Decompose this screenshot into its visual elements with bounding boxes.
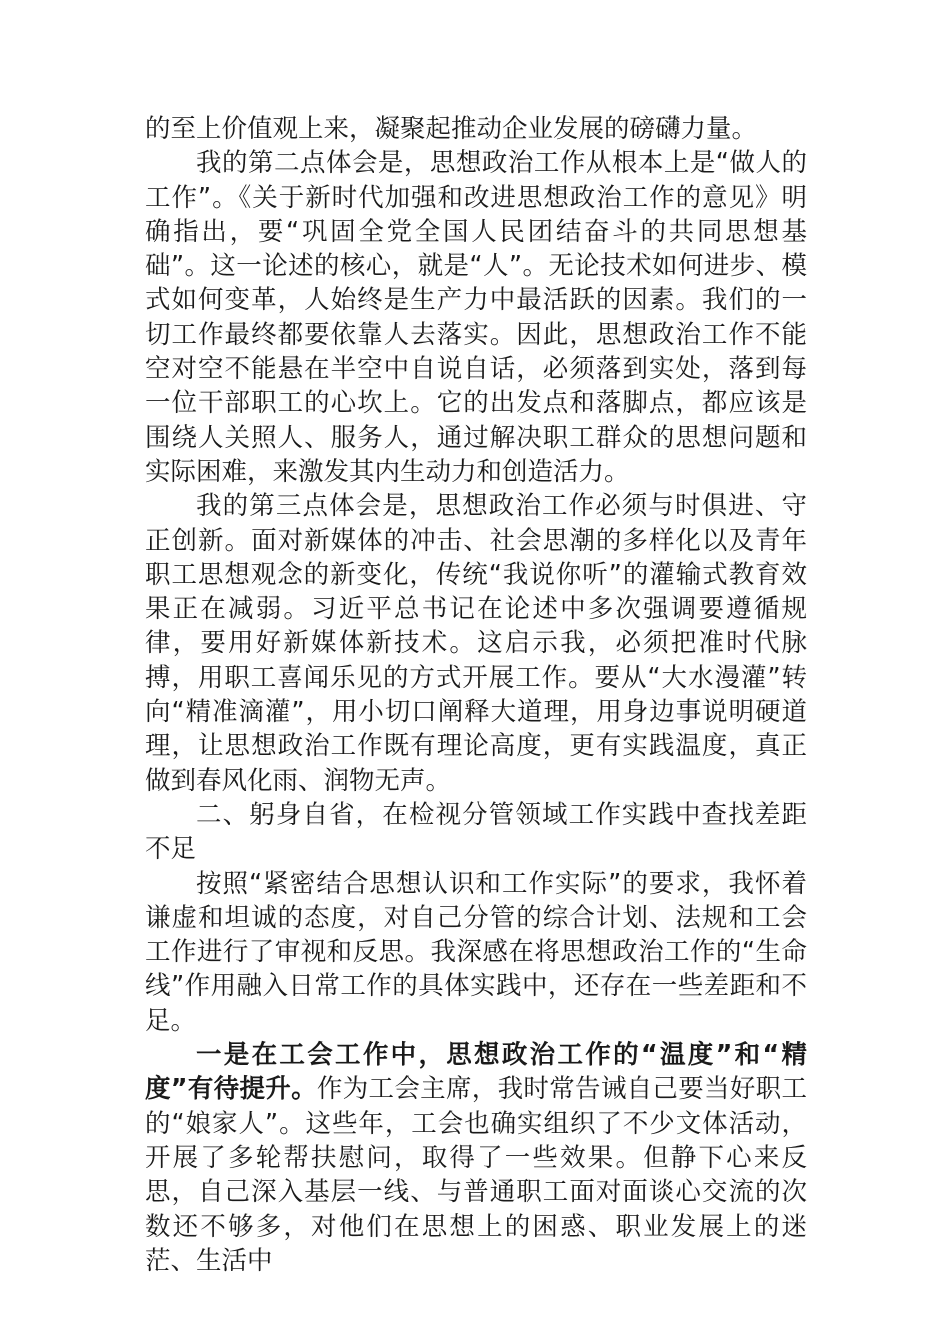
- section-heading: 二、躬身自省，在检视分管领域工作实践中查找差距不足: [145, 799, 807, 865]
- paragraph-union-work: [145, 1038, 807, 1278]
- paragraph-union-text: 作为工会主席，我时常告诫自己要当好职工的“娘家人”。这些年，工会也确实组织了不少文体活动，开展了多轮帮扶慰问，取得了一些效果。但静下心来反思，自己深入基层一线、与普通职工面对面谈心交流的次数还不够多，对他们在思想上的困惑、职业发展上的迷茫、生活中: [145, 1074, 807, 1276]
- paragraph-second-insight: 我的第二点体会是，思想政治工作从根本上是“做人的工作”。《关于新时代加强和改进思想政治工作的意见》明确指出，要“巩固全党全国人民团结奋斗的共同思想基础”。这一论述的核心，就是“人”。无论技术如何进步、模式如何变革，人始终是生产力中最活跃的因素。我们的一切工作最终都要依靠人去落实。因此，思想政治工作不能空对空不能悬在半空中自说自话，必须落到实处，落到每一位干部职工的心坎上。它的出发点和落脚点，都应该是围绕人关照人、服务人，通过解决职工群众的思想问题和实际困难，来激发其内生动力和创造活力。: [145, 148, 807, 487]
- paragraph-continuation: 的至上价值观上来，凝聚起推动企业发展的磅礴力量。: [145, 114, 758, 144]
- paragraph-self-review: 按照“紧密结合思想认识和工作实际”的要求，我怀着谦虚和坦诚的态度，对自己分管的综合计划、法规和工会工作进行了审视和反思。我深感在将思想政治工作的“生命线”作用融入日常工作的具体实践中，还存在一些差距和不足。: [145, 868, 807, 1036]
- document-page: [145, 112, 807, 1278]
- paragraph-lead-bold: 一是在工会工作中，思想政治工作的“温度”和“精度”有待提升。: [145, 1040, 807, 1105]
- paragraph-third-insight: 我的第三点体会是，思想政治工作必须与时俱进、守正创新。面对新媒体的冲击、社会思潮的多样化以及青年职工思想观念的新变化，传统“我说你听”的灌输式教育效果正在减弱。习近平总书记在论述中多次强调要遵循规律，要用好新媒体新技术。这启示我，必须把准时代脉搏，用职工喜闻乐见的方式开展工作。要从“大水漫灌”转向“精准滴灌”，用小切口阐释大道理，用身边事说明硬道理，让思想政治工作既有理论高度，更有实践温度，真正做到春风化雨、润物无声。: [145, 491, 807, 796]
